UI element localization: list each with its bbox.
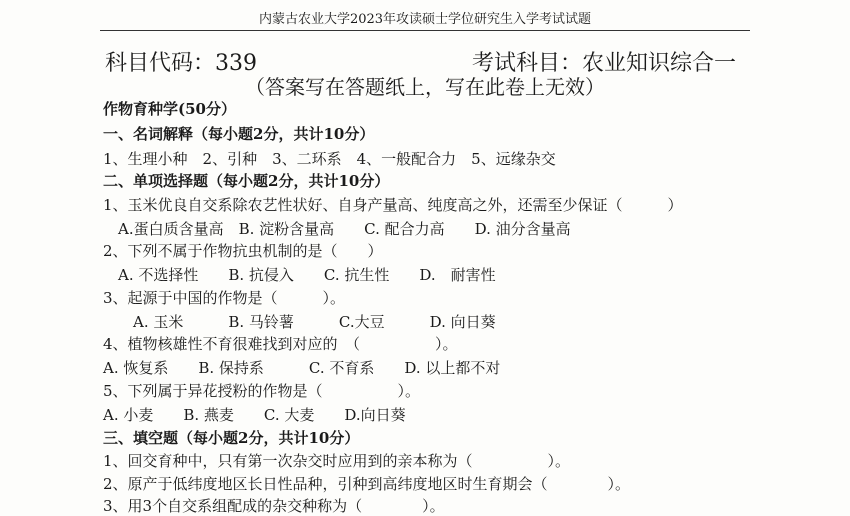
fill-question-1: 1、回交育种中，只有第一次杂交时应用到的亲本称为（ ）。 — [103, 452, 571, 470]
question-4: 4、植物核雄性不育很难找到对应的 （ ）。 — [103, 335, 458, 353]
question-1-options: A.蛋白质含量高 B. 淀粉含量高 C. 配合力高 D. 油分含量高 — [118, 220, 571, 238]
section3-title: 三、填空题（每小题2分，共计10分） — [103, 429, 360, 447]
exam-header: 内蒙古农业大学2023年攻读硕士学位研究生入学考试试题 — [258, 12, 592, 27]
question-3-options: A. 玉米 B. 马铃薯 C.大豆 D. 向日葵 — [133, 313, 496, 331]
question-5-options: A. 小麦 B. 燕麦 C. 大麦 D.向日葵 — [103, 406, 406, 424]
section2-title: 二、单项选择题（每小题2分，共计10分） — [103, 172, 390, 190]
answer-notice: （答案写在答题纸上，写在此卷上无效） — [245, 75, 605, 99]
fill-question-3: 3、用3个自交系组配成的杂交种称为（ ）。 — [103, 497, 445, 515]
question-2-options: A. 不选择性 B. 抗侵入 C. 抗生性 D. 耐害性 — [118, 266, 496, 284]
section1-terms: 1、生理小种 2、引种 3、二环系 4、一般配合力 5、远缘杂交 — [103, 150, 556, 168]
question-1: 1、玉米优良自交系除农艺性状好、自身产量高、纯度高之外，还需至少保证（ ） — [103, 196, 683, 214]
question-4-options: A. 恢复系 B. 保持系 C. 不育系 D. 以上都不对 — [103, 359, 501, 377]
question-5: 5、下列属于异花授粉的作物是（ ）。 — [103, 382, 421, 400]
section1-title: 一、名词解释（每小题2分，共计10分） — [103, 125, 375, 143]
fill-question-2: 2、原产于低纬度地区长日性品种，引种到高纬度地区时生育期会（ ）。 — [103, 475, 631, 493]
header-divider — [100, 30, 750, 31]
question-2: 2、下列不属于作物抗虫机制的是（ ） — [103, 242, 383, 260]
subject-code: 科目代码：339 — [105, 51, 257, 76]
part-title: 作物育种学(50分） — [103, 100, 236, 118]
question-3: 3、起源于中国的作物是（ ）。 — [103, 289, 346, 307]
subject-name: 考试科目：农业知识综合一 — [472, 51, 737, 76]
